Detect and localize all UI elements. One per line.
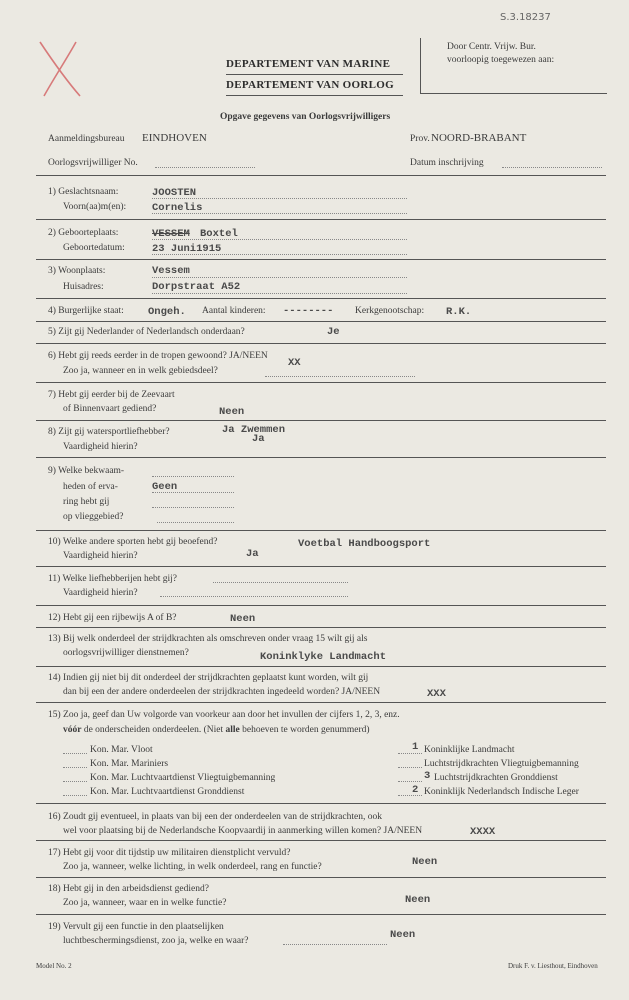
q17-label-2: Zoo ja, wanneer, welke lichting, in welk onderdeel, rang en functie? xyxy=(63,862,322,872)
dept-oorlog: DEPARTEMENT VAN OORLOG xyxy=(226,79,394,91)
q11-label-2: Vaardigheid hierin? xyxy=(63,588,138,598)
q1-firstname: Cornelis xyxy=(152,202,203,214)
q8-label-2: Vaardigheid hierin? xyxy=(63,442,138,452)
q14-label-2: dan bij een der andere onderdeelen der strijdkrachten ingedeeld worden? JA/NEEN xyxy=(63,687,381,697)
red-cross-mark xyxy=(36,38,84,100)
q1-label-1: 1) Geslachtsnaam: xyxy=(48,187,119,197)
q18-label-2: Zoo ja, wanneer, waar en in welke functie? xyxy=(63,898,227,908)
q19-label-1: 19) Vervult gij een functie in den plaatselijken xyxy=(48,922,224,932)
q16-label-2: wel voor plaatsing bij de Nederlandsche Koopvaardij in aanmerking willen komen? JA/NEEN xyxy=(63,826,423,836)
q10-label-1: 10) Welke andere sporten hebt gij beoefend? xyxy=(48,537,218,547)
q19-answer: Neen xyxy=(390,929,416,941)
q19-label-2: luchtbeschermingsdienst, zoo ja, welke en waar? xyxy=(63,936,249,946)
q1-label-2: Voorn(aa)m(en): xyxy=(63,202,127,212)
q9-label-1: 9) Welke bekwaam- xyxy=(48,466,125,476)
q13-answer: Koninklyke Landmacht xyxy=(260,651,387,663)
allocation-box-line1: Door Centr. Vrijw. Bur. xyxy=(447,42,536,52)
q8-answer-2: Ja xyxy=(252,433,265,445)
q18-label-1: 18) Hebt gij in den arbeidsdienst gediend? xyxy=(48,884,209,894)
q4-label-3: Kerkgenootschap: xyxy=(355,306,425,316)
q6-label-1: 6) Hebt gij reeds eerder in de tropen gewoond? JA/NEEN xyxy=(48,351,268,361)
q11-label-1: 11) Welke liefhebberijen hebt gij? xyxy=(48,574,178,584)
prov-value: NOORD-BRABANT xyxy=(431,132,527,144)
q9-label-4: op vlieggebied? xyxy=(63,512,124,522)
q4-religion: R.K. xyxy=(446,306,472,318)
q15-rank-knil: 2 xyxy=(412,784,419,796)
q15-rank-lsk-gronddienst: 3 xyxy=(424,770,431,782)
q15-option-landmacht: Koninklijke Landmacht xyxy=(424,745,515,755)
q3-label-1: 3) Woonplaats: xyxy=(48,266,106,276)
q9-label-3: ring hebt gij xyxy=(63,497,110,507)
q2-birthdate: 23 Juni1915 xyxy=(152,243,222,255)
q3-address: Dorpstraat A52 xyxy=(152,281,241,293)
q8-label-1: 8) Zijt gij watersportliefhebber? xyxy=(48,427,170,437)
q13-label-1: 13) Bij welk onderdeel der strijdkrachten als omschreven onder vraag 15 wilt gij als xyxy=(48,634,368,644)
footer-printer: Druk F. v. Liesthout, Eindhoven xyxy=(508,962,598,970)
q12-label: 12) Hebt gij een rijbewijs A of B? xyxy=(48,613,177,623)
q6-label-2: Zoo ja, wanneer en in welk gebiedsdeel? xyxy=(63,366,218,376)
q2-struck-place: VESSEM xyxy=(152,228,190,240)
q9-label-2: heden of erva- xyxy=(63,482,118,492)
q17-answer: Neen xyxy=(412,856,438,868)
q18-answer: Neen xyxy=(405,894,431,906)
q15-label-2: vóór de onderscheiden onderdeelen. (Niet alle behoeven te worden genummerd) xyxy=(63,725,370,735)
q15-option-knil: Koninklijk Nederlandsch Indische Leger xyxy=(424,787,579,797)
q13-label-2: oorlogsvrijwilliger dienstnemen? xyxy=(63,648,189,658)
q2-label-2: Geboortedatum: xyxy=(63,243,125,253)
q10-label-2: Vaardigheid hierin? xyxy=(63,551,138,561)
q4-children: -------- xyxy=(283,305,334,317)
q1-surname: JOOSTEN xyxy=(152,187,197,199)
q15-option-kon-mar-vliegtuigbemanning: Kon. Mar. Luchtvaartdienst Vliegtuigbemanning xyxy=(90,773,276,783)
q14-answer-crossed: XXX xyxy=(427,688,446,700)
q2-label-1: 2) Geboorteplaats: xyxy=(48,228,119,238)
q3-residence: Vessem xyxy=(152,265,190,277)
q10-answer-1: Voetbal Handboogsport xyxy=(298,538,431,550)
q8-answer-1: Ja Zwemmen xyxy=(222,424,286,436)
q16-label-1: 16) Zoudt gij eventueel, in plaats van bij een der onderdeelen van de strijdkrachten, ook xyxy=(48,812,382,822)
q4-label-1: 4) Burgerlijke staat: xyxy=(48,306,124,316)
prov-label: Prov. xyxy=(410,134,430,144)
q9-answer: Geen xyxy=(152,481,178,493)
q5-answer: Je xyxy=(327,326,340,338)
date-label: Datum inschrijving xyxy=(410,158,484,168)
archive-number: S.3.18237 xyxy=(500,12,551,23)
q10-answer-2: Ja xyxy=(246,548,259,560)
q3-label-2: Huisadres: xyxy=(63,282,104,292)
q6-answer-crossed: XX xyxy=(288,357,301,369)
bureau-label: Aanmeldingsbureau xyxy=(48,134,125,144)
q15-option-lsk-gronddienst: Luchtstrijdkrachten Gronddienst xyxy=(434,773,558,783)
q4-civil-status: Ongeh. xyxy=(148,306,186,318)
q12-answer: Neen xyxy=(230,613,256,625)
form-title: Opgave gegevens van Oorlogsvrijwilligers xyxy=(220,112,391,122)
q2-birthplace: Boxtel xyxy=(200,228,238,240)
q15-option-lsk-vliegtuigbemanning: Luchtstrijdkrachten Vliegtuigbemanning xyxy=(424,759,579,769)
footer-model-no: Model No. 2 xyxy=(36,962,72,970)
q15-option-kon-mar-mariniers: Kon. Mar. Mariniers xyxy=(90,759,169,769)
q7-label-1: 7) Hebt gij eerder bij de Zeevaart xyxy=(48,390,175,400)
q4-label-2: Aantal kinderen: xyxy=(202,306,266,316)
q7-answer: Neen xyxy=(219,406,245,418)
dept-marine: DEPARTEMENT VAN MARINE xyxy=(226,58,391,70)
q14-label-1: 14) Indien gij niet bij dit onderdeel der strijdkrachten geplaatst kunt worden, wilt gij xyxy=(48,673,369,683)
q15-rank-landmacht: 1 xyxy=(412,741,419,753)
q16-answer-crossed: XXXX xyxy=(470,826,496,838)
allocation-box-line2: voorloopig toegewezen aan: xyxy=(447,55,555,65)
q15-option-kon-mar-gronddienst: Kon. Mar. Luchtvaartdienst Gronddienst xyxy=(90,787,245,797)
q5-label: 5) Zijt gij Nederlander of Nederlandsch onderdaan? xyxy=(48,327,245,337)
volunteer-no-label: Oorlogsvrijwilliger No. xyxy=(48,158,138,168)
bureau-value: EINDHOVEN xyxy=(142,132,207,144)
q15-label-1: 15) Zoo ja, geef dan Uw volgorde van voorkeur aan door het invullen der cijfers 1, 2, 3, enz. xyxy=(48,710,400,720)
q7-label-2: of Binnenvaart gediend? xyxy=(63,404,157,414)
q17-label-1: 17) Hebt gij voor dit tijdstip uw militairen dienstplicht vervuld? xyxy=(48,848,291,858)
q15-option-kon-mar-vloot: Kon. Mar. Vloot xyxy=(90,745,153,755)
